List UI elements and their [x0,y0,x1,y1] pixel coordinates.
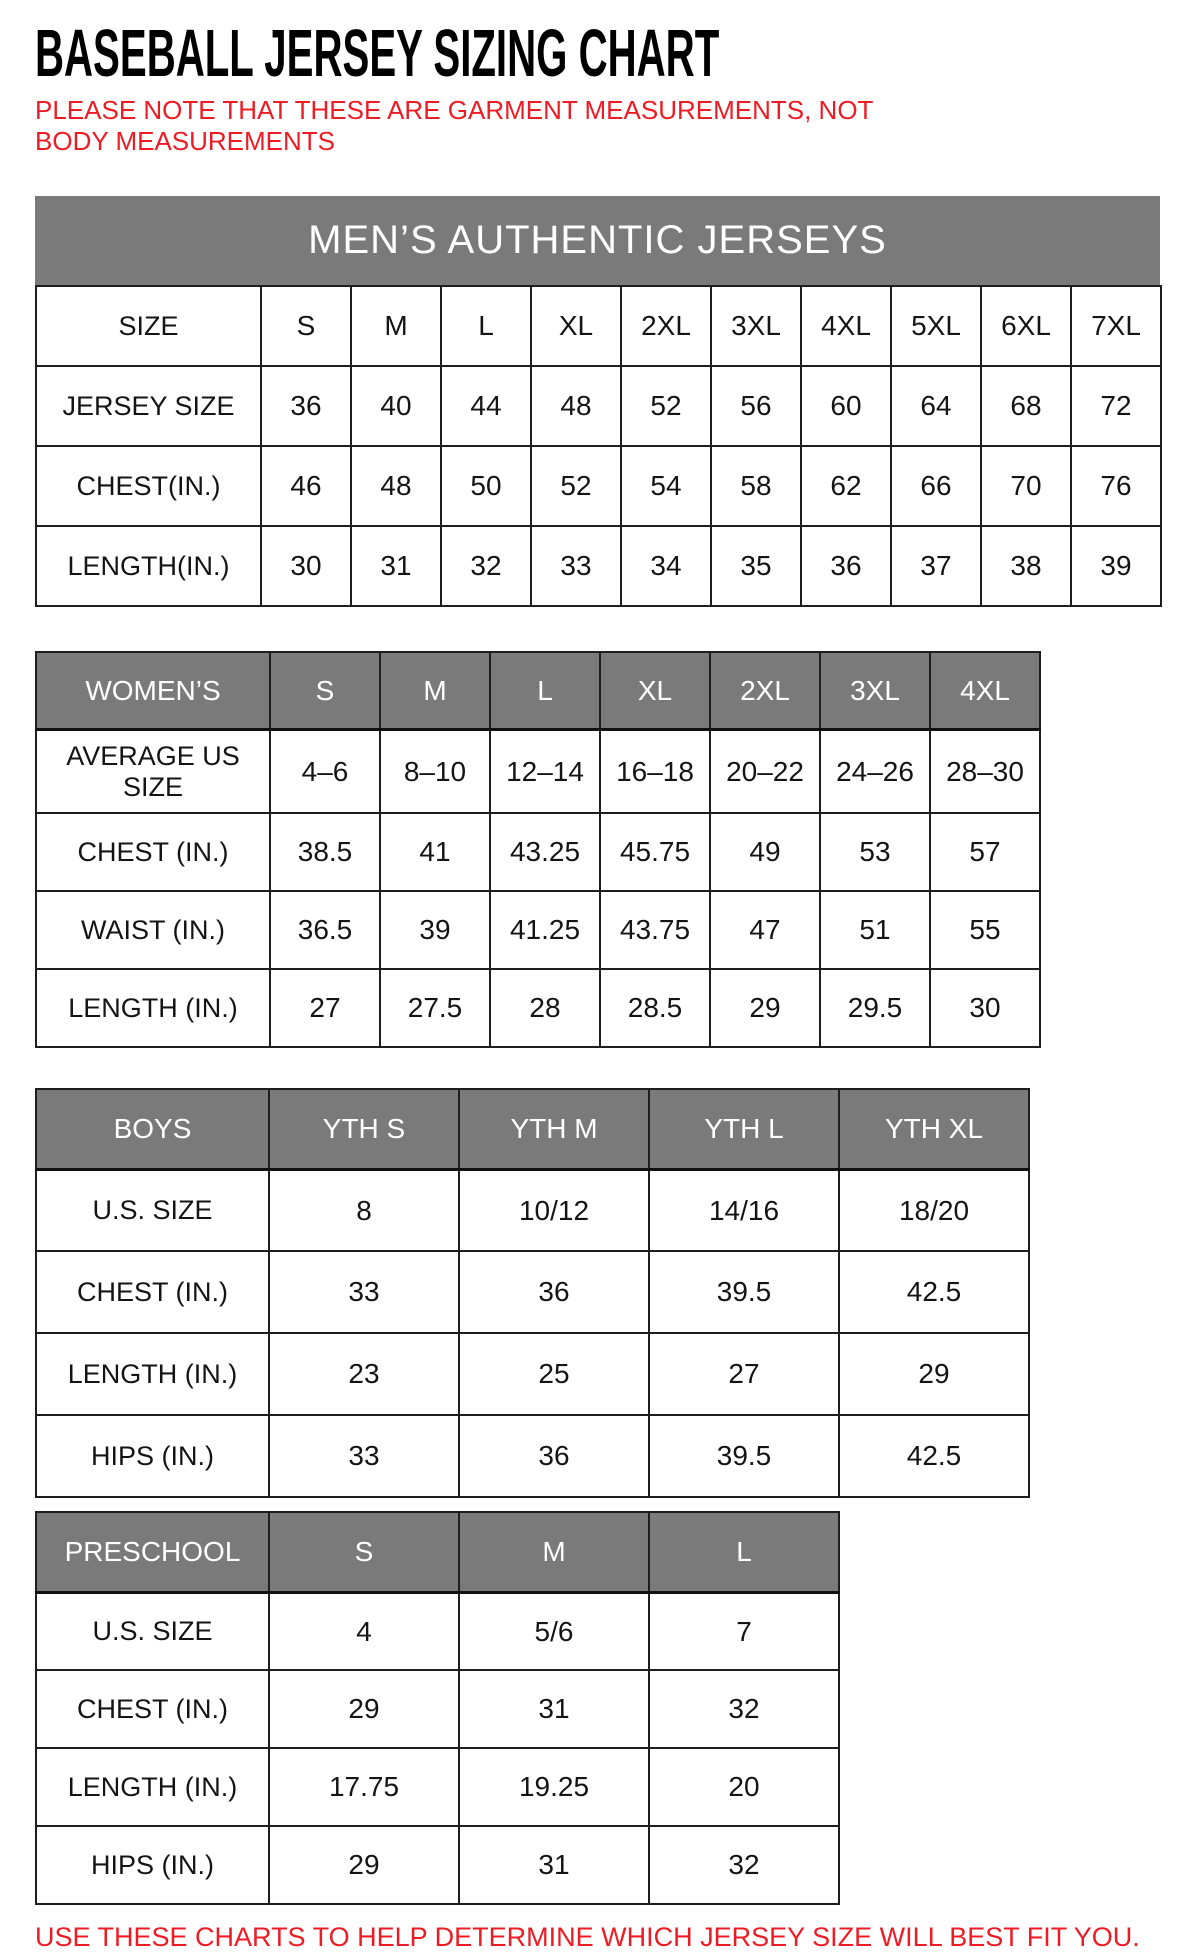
row-label: LENGTH (IN.) [36,1333,269,1415]
table-title-cell: BOYS [36,1089,269,1169]
value-cell: 17.75 [269,1748,459,1826]
preschool-length-row [36,1748,839,1826]
womens-waist-row [36,891,1040,969]
value-cell: 57 [930,813,1040,891]
value-cell: 37 [891,526,981,606]
value-cell: 48 [351,446,441,526]
column-header: XL [600,652,710,729]
row-label: HIPS (IN.) [36,1415,269,1497]
column-header: M [380,652,490,729]
value-cell: 66 [891,446,981,526]
value-cell: 36 [261,366,351,446]
value-cell: 44 [441,366,531,446]
column-header: S [270,652,380,729]
value-cell: 56 [711,366,801,446]
size-cell: 4XL [801,286,891,366]
mens-length-row [36,526,1161,606]
value-cell: 32 [649,1670,839,1748]
value-cell: 70 [981,446,1071,526]
row-label: CHEST(IN.) [36,446,261,526]
row-label: JERSEY SIZE [36,366,261,446]
column-header: S [269,1512,459,1592]
page-title [35,16,1200,91]
value-cell: 30 [261,526,351,606]
column-header: YTH L [649,1089,839,1169]
value-cell: 68 [981,366,1071,446]
value-cell: 29.5 [820,969,930,1047]
row-label: HIPS (IN.) [36,1826,269,1904]
column-header: YTH S [269,1089,459,1169]
row-label: LENGTH (IN.) [36,969,270,1047]
column-header: L [490,652,600,729]
preschool-us-size-row [36,1592,839,1670]
value-cell: 76 [1071,446,1161,526]
boys-length-row [36,1333,1029,1415]
column-header: M [459,1512,649,1592]
mens-sizing-table [35,285,1162,607]
value-cell: 38 [981,526,1071,606]
boys-header-row [36,1089,1029,1169]
preschool-sizing-table [35,1511,840,1905]
value-cell: 53 [820,813,930,891]
value-cell: 39.5 [649,1251,839,1333]
value-cell: 39.5 [649,1415,839,1497]
column-header: YTH XL [839,1089,1029,1169]
value-cell: 30 [930,969,1040,1047]
row-label: U.S. SIZE [36,1169,269,1251]
value-cell: 47 [710,891,820,969]
column-header: 2XL [710,652,820,729]
value-cell: 33 [269,1415,459,1497]
value-cell: 32 [649,1826,839,1904]
value-cell: 52 [621,366,711,446]
value-cell: 36 [459,1415,649,1497]
value-cell: 8–10 [380,729,490,813]
value-cell: 20–22 [710,729,820,813]
value-cell: 36 [801,526,891,606]
value-cell: 34 [621,526,711,606]
value-cell: 31 [459,1670,649,1748]
value-cell: 28–30 [930,729,1040,813]
boys-us-size-row [36,1169,1029,1251]
row-label: CHEST (IN.) [36,813,270,891]
value-cell: 27.5 [380,969,490,1047]
row-label: U.S. SIZE [36,1592,269,1670]
value-cell: 12–14 [490,729,600,813]
womens-header-row [36,652,1040,729]
value-cell: 60 [801,366,891,446]
value-cell: 29 [269,1670,459,1748]
value-cell: 35 [711,526,801,606]
value-cell: 27 [270,969,380,1047]
value-cell: 40 [351,366,441,446]
size-cell: M [351,286,441,366]
size-cell: 5XL [891,286,981,366]
value-cell: 29 [269,1826,459,1904]
value-cell: 29 [839,1333,1029,1415]
column-header: 4XL [930,652,1040,729]
value-cell: 5/6 [459,1592,649,1670]
value-cell: 48 [531,366,621,446]
size-cell: 6XL [981,286,1071,366]
womens-chest-row [36,813,1040,891]
mens-size-row [36,286,1161,366]
value-cell: 14/16 [649,1169,839,1251]
value-cell: 18/20 [839,1169,1029,1251]
column-header: 3XL [820,652,930,729]
womens-us-size-row [36,729,1040,813]
value-cell: 43.25 [490,813,600,891]
value-cell: 38.5 [270,813,380,891]
size-cell: S [261,286,351,366]
value-cell: 64 [891,366,981,446]
value-cell: 45.75 [600,813,710,891]
value-cell: 19.25 [459,1748,649,1826]
mens-jersey-size-row [36,366,1161,446]
preschool-hips-row [36,1826,839,1904]
value-cell: 31 [459,1826,649,1904]
row-label: SIZE [36,286,261,366]
value-cell: 55 [930,891,1040,969]
value-cell: 52 [531,446,621,526]
row-label: LENGTH (IN.) [36,1748,269,1826]
value-cell: 39 [380,891,490,969]
size-cell: 2XL [621,286,711,366]
table-title-cell: PRESCHOOL [36,1512,269,1592]
value-cell: 10/12 [459,1169,649,1251]
column-header: YTH M [459,1089,649,1169]
value-cell: 72 [1071,366,1161,446]
preschool-header-row [36,1512,839,1592]
value-cell: 33 [531,526,621,606]
value-cell: 24–26 [820,729,930,813]
value-cell: 33 [269,1251,459,1333]
value-cell: 54 [621,446,711,526]
mens-chest-row [36,446,1161,526]
value-cell: 43.75 [600,891,710,969]
value-cell: 32 [441,526,531,606]
size-cell: L [441,286,531,366]
boys-sizing-table [35,1088,1030,1498]
womens-length-row [36,969,1040,1047]
table-title-cell: WOMEN’S [36,652,270,729]
row-label: CHEST (IN.) [36,1670,269,1748]
preschool-chest-row [36,1670,839,1748]
value-cell: 36.5 [270,891,380,969]
value-cell: 31 [351,526,441,606]
value-cell: 4 [269,1592,459,1670]
value-cell: 41 [380,813,490,891]
value-cell: 28.5 [600,969,710,1047]
garment-measurements-note: PLEASE NOTE THAT THESE ARE GARMENT MEASUREMENTS, NOT BODY MEASUREMENTS [35,95,873,156]
footer-note: USE THESE CHARTS TO HELP DETERMINE WHICH JERSEY SIZE WILL BEST FIT YOU. [35,1922,1140,1953]
value-cell: 49 [710,813,820,891]
page-title-text: BASEBALL JERSEY SIZING CHART [35,16,720,91]
row-label: AVERAGE US SIZE [36,729,270,813]
value-cell: 28 [490,969,600,1047]
value-cell: 27 [649,1333,839,1415]
value-cell: 20 [649,1748,839,1826]
value-cell: 58 [711,446,801,526]
value-cell: 41.25 [490,891,600,969]
value-cell: 25 [459,1333,649,1415]
row-label: CHEST (IN.) [36,1251,269,1333]
value-cell: 23 [269,1333,459,1415]
row-label: LENGTH(IN.) [36,526,261,606]
value-cell: 7 [649,1592,839,1670]
value-cell: 50 [441,446,531,526]
value-cell: 51 [820,891,930,969]
value-cell: 4–6 [270,729,380,813]
womens-sizing-table [35,651,1041,1048]
value-cell: 36 [459,1251,649,1333]
value-cell: 39 [1071,526,1161,606]
value-cell: 8 [269,1169,459,1251]
value-cell: 46 [261,446,351,526]
value-cell: 16–18 [600,729,710,813]
column-header: L [649,1512,839,1592]
mens-table-banner: MEN’S AUTHENTIC JERSEYS [35,196,1160,285]
row-label: WAIST (IN.) [36,891,270,969]
value-cell: 29 [710,969,820,1047]
size-cell: 7XL [1071,286,1161,366]
size-cell: XL [531,286,621,366]
size-cell: 3XL [711,286,801,366]
boys-hips-row [36,1415,1029,1497]
boys-chest-row [36,1251,1029,1333]
value-cell: 62 [801,446,891,526]
value-cell: 42.5 [839,1251,1029,1333]
value-cell: 42.5 [839,1415,1029,1497]
